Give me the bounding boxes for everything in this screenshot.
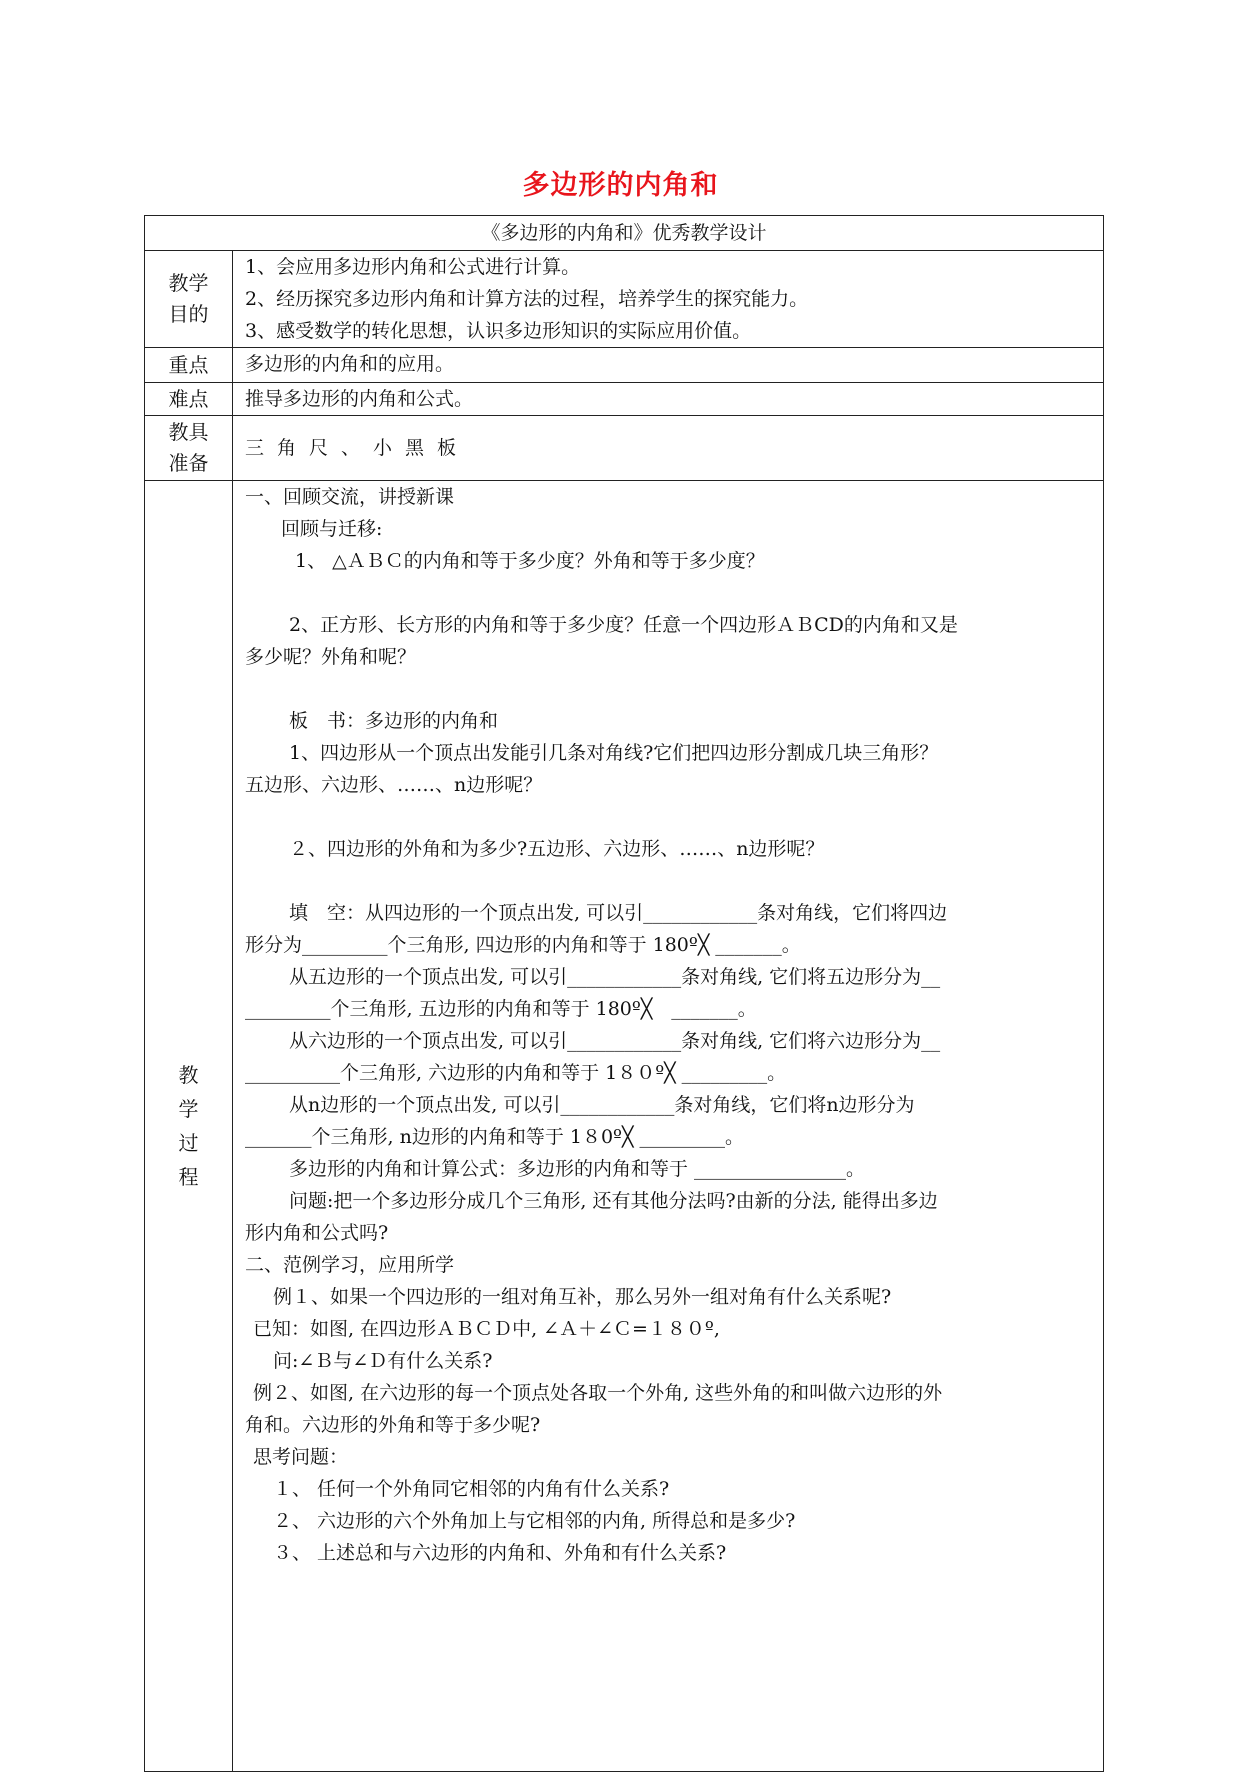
key-point-row [145,348,1104,383]
difficulty-text: 推导多边形的内角和公式。 [233,383,1104,416]
example: 例２、如图, 在六边形的每一个顶点处各取一个外角, 这些外角的和叫做六边形的外 [253,1382,943,1404]
question-cont: 多少呢？外角和呢？ [245,646,417,668]
objective-item: 2、经历探究多边形内角和计算方法的过程，培养学生的探究能力。 [245,288,809,310]
fill-blank-cont: _______个三角形, n边形的内角和等于 1８0º╳ _________。 [245,1126,744,1148]
think-question: ２、 六边形的六个外角加上与它相邻的内角, 所得总和是多少? [273,1510,796,1532]
question: 1、 △ＡＢＣ的内角和等于多少度？外角和等于多少度？ [295,550,765,572]
difficulty-label: 难点 [145,383,233,416]
example: 例１、如果一个四边形的一组对角互补，那么另外一组对角有什么关系呢? [273,1286,892,1308]
tools-text: 三角尺、小黑板 [233,416,1104,481]
lesson-plan-table [144,215,1104,1772]
fill-blank-cont: 形分为_________个三角形, 四边形的内角和等于 180º╳ _______。 [245,934,801,956]
subheading: 回顾与迁移: [281,518,383,540]
table-header-row [145,216,1104,251]
think-question: １、 任何一个外角同它相邻的内角有什么关系? [273,1478,670,1500]
section-heading: 一、回顾交流，讲授新课 [245,486,455,508]
fill-blank-cont: _________个三角形, 五边形的内角和等于 180º╳ _______。 [245,998,757,1020]
formula-line: 多边形的内角和计算公式：多边形的内角和等于 ________________。 [289,1158,866,1180]
fill-blank: 从六边形的一个顶点出发, 可以引____________条对角线, 它们将六边形分为__ [289,1030,941,1052]
section-heading: 二、范例学习，应用所学 [245,1254,455,1276]
objectives-content [233,251,1104,348]
process-content [233,481,1104,1772]
tools-label: 教具 准备 [145,416,233,481]
fill-blank: 从n边形的一个顶点出发, 可以引____________条对角线，它们将n边形分为 [289,1094,915,1116]
difficulty-row [145,383,1104,416]
key-point-text: 多边形的内角和的应用。 [233,348,1104,383]
question: 2、正方形、长方形的内角和等于多少度？任意一个四边形ＡＢCD的内角和又是 [289,614,958,636]
table-header: 《多边形的内角和》优秀教学设计 [145,216,1104,251]
board-note: 板 书：多边形的内角和 [289,710,499,732]
example-given: 已知：如图, 在四边形ＡＢＣＤ中, ∠Ａ＋∠Ｃ=１８０º, [253,1318,720,1340]
fill-blank: 填 空：从四边形的一个顶点出发, 可以引____________条对角线，它们将四边 [289,902,948,924]
fill-blank-cont: __________个三角形, 六边形的内角和等于 1８０º╳ _________。 [245,1062,787,1084]
question-cont: 五边形、六边形、……、n边形呢？ [245,774,543,796]
question: 问题:把一个多边形分成几个三角形, 还有其他分法吗?由新的分法, 能得出多边 [289,1190,938,1212]
question-cont: 形内角和公式吗? [245,1222,389,1244]
page-title: 多边形的内角和 [522,170,719,201]
example-cont: 角和。六边形的外角和等于多少呢? [245,1414,541,1436]
objectives-label: 教学 目的 [145,251,233,348]
process-label: 教 学 过 程 [145,481,233,1772]
tools-row [145,416,1104,481]
objective-item: 3、感受数学的转化思想，认识多边形知识的实际应用价值。 [245,320,752,342]
process-row [145,481,1104,1772]
question: 1、四边形从一个顶点出发能引几条对角线?它们把四边形分割成几块三角形？ [289,742,939,764]
example-question: 问:∠Ｂ与∠Ｄ有什么关系? [273,1350,493,1372]
think-question: ３、 上述总和与六边形的内角和、外角和有什么关系? [273,1542,727,1564]
key-point-label: 重点 [145,348,233,383]
question: ２、四边形的外角和为多少?五边形、六边形、……、n边形呢？ [289,838,825,860]
objective-item: 1、会应用多边形内角和公式进行计算。 [245,256,581,278]
fill-blank: 从五边形的一个顶点出发, 可以引____________条对角线, 它们将五边形分为__ [289,966,941,988]
objectives-row [145,251,1104,348]
think-heading: 思考问题： [253,1446,349,1468]
